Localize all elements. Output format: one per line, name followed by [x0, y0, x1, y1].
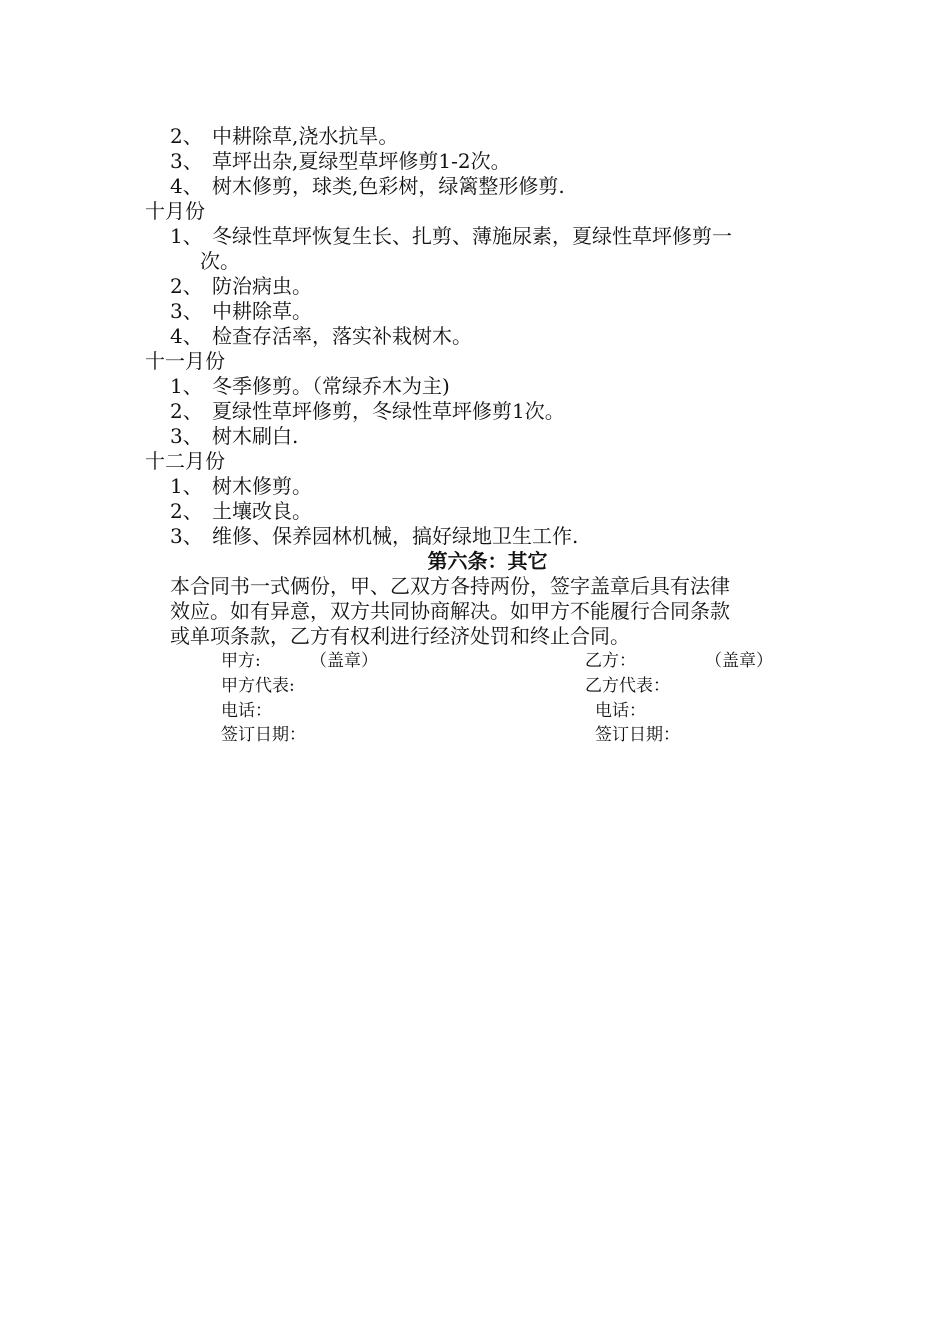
month-heading-december: 十二月份: [145, 449, 225, 473]
item-number: 2、: [170, 399, 203, 423]
list-item: [170, 149, 511, 173]
party-a-label: 甲方:: [221, 651, 261, 671]
item-text: 中耕除草。: [212, 299, 312, 323]
list-item: [170, 374, 450, 398]
list-item: [170, 424, 298, 448]
party-a-sign-date: 签订日期：: [221, 725, 306, 745]
item-number: 3、: [170, 149, 203, 173]
party-b-representative: 乙方代表：: [585, 676, 670, 696]
month-heading-november: 十一月份: [145, 349, 225, 373]
article-paragraph-line: 本合同书一式俩份，甲、乙双方各持两份，签字盖章后具有法律: [170, 574, 730, 598]
item-text: 土壤改良。: [212, 499, 312, 523]
party-a-seal: （盖章）: [310, 651, 378, 671]
party-b-sign-date: 签订日期：: [595, 725, 680, 745]
list-item: [170, 324, 472, 348]
item-number: 3、: [170, 424, 203, 448]
item-text: 冬绿性草坪恢复生长、扎剪、薄施尿素，夏绿性草坪修剪一: [212, 224, 732, 248]
list-item: [170, 224, 732, 248]
list-item: [170, 474, 312, 498]
party-a-representative: 甲方代表:: [221, 676, 295, 696]
item-text: 夏绿性草坪修剪，冬绿性草坪修剪1次。: [212, 399, 565, 423]
item-number: 1、: [170, 224, 203, 248]
party-a-phone: 电话：: [221, 701, 272, 721]
party-b-label: 乙方：: [585, 651, 636, 671]
party-b-phone: 电话：: [595, 701, 646, 721]
item-text: 草坪出杂,夏绿型草坪修剪1-2次。: [212, 149, 511, 173]
item-text: 维修、保养园林机械，搞好绿地卫生工作.: [212, 524, 579, 548]
item-number: 1、: [170, 474, 203, 498]
article-paragraph-line: 效应。如有异意，双方共同协商解决。如甲方不能履行合同条款: [170, 599, 730, 623]
list-item: [170, 399, 565, 423]
item-number: 3、: [170, 524, 203, 548]
list-item: [170, 299, 312, 323]
list-item: [170, 499, 312, 523]
list-item: [170, 274, 312, 298]
list-item: [170, 174, 565, 198]
item-text: 防治病虫。: [212, 274, 312, 298]
item-number: 2、: [170, 499, 203, 523]
month-heading-october: 十月份: [145, 199, 205, 223]
item-text: 树木刷白.: [212, 424, 299, 448]
item-number: 3、: [170, 299, 203, 323]
item-text-continuation: 次。: [200, 249, 240, 273]
article-paragraph-line: 或单项条款，乙方有权利进行经济处罚和终止合同。: [170, 624, 630, 648]
list-item: [170, 124, 398, 148]
item-text: 冬季修剪。（常绿乔木为主): [212, 374, 450, 398]
list-item: [170, 524, 578, 548]
item-number: 4、: [170, 174, 203, 198]
item-number: 2、: [170, 274, 203, 298]
item-number: 1、: [170, 374, 203, 398]
item-text: 树木修剪。: [212, 474, 312, 498]
article-heading: 第六条：其它: [427, 549, 548, 573]
item-number: 4、: [170, 324, 203, 348]
item-text: 树木修剪，球类,色彩树，绿篱整形修剪.: [212, 174, 565, 198]
party-b-seal: （盖章）: [705, 651, 773, 671]
item-number: 2、: [170, 124, 203, 148]
item-text: 检查存活率，落实补栽树木。: [212, 324, 472, 348]
item-text: 中耕除草,浇水抗旱。: [212, 124, 399, 148]
